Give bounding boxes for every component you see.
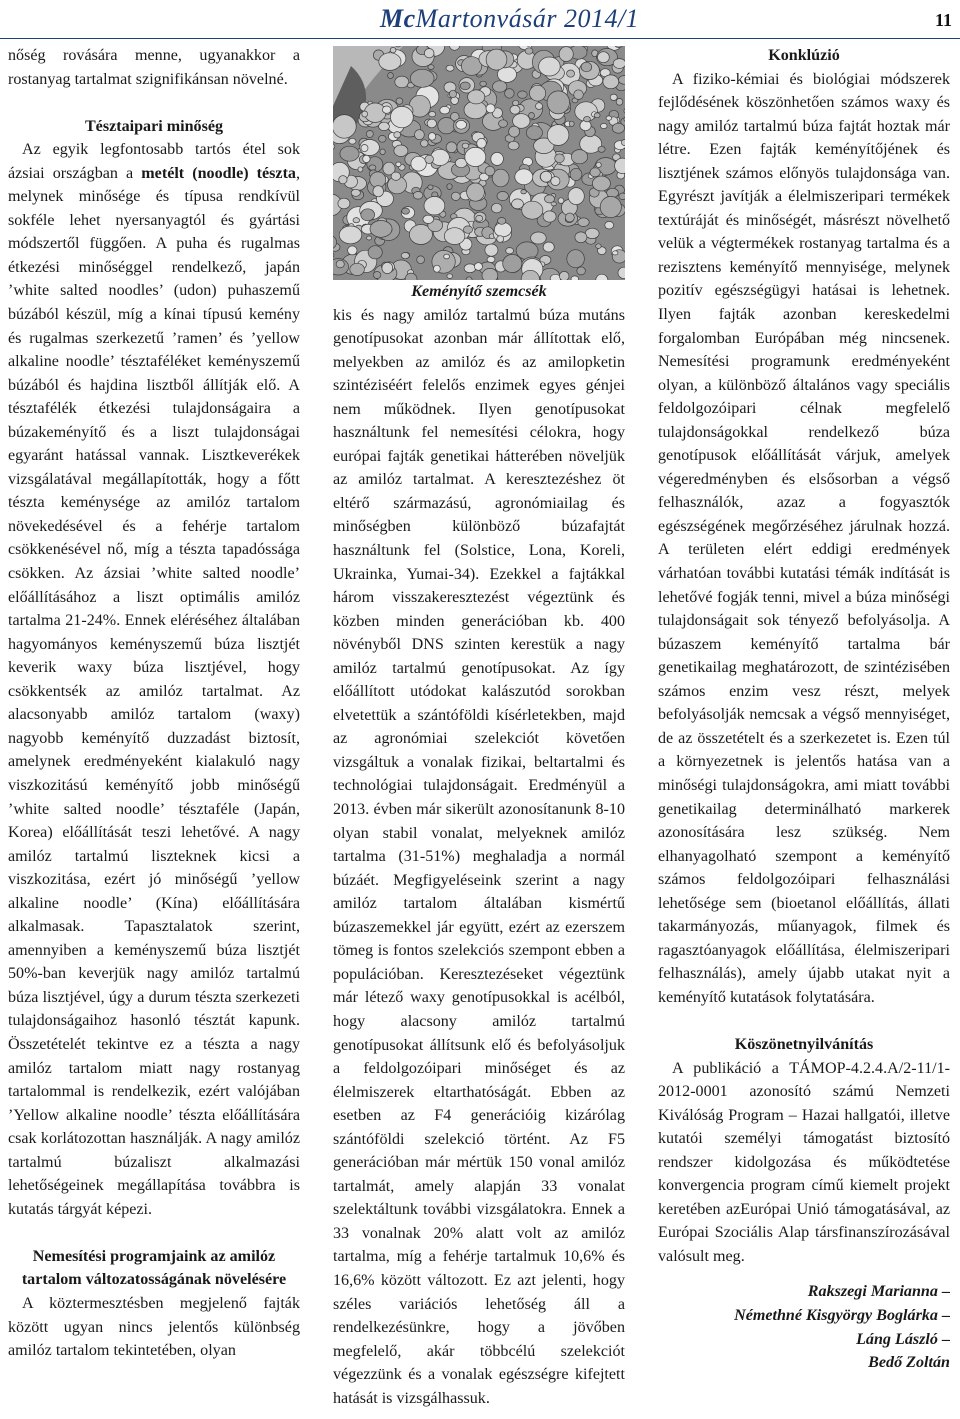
starch-granule [446,142,457,153]
left-column [8,44,300,1363]
starch-granule [494,222,511,236]
acknowledgements-paragraph: A publikáció a TÁMOP-4.2.4.A/2-11/1-2012-0001 azonosító számú Nemzeti Kiválóság Program – Hazai hallgatói, illetve kutatói személyi támogatást biztosító rendszer kidolgozása és működtetése konvergencia program című kiemelt projekt keretében azEurópai Unió támogatásával, az Európai Szociális Alap társfinanszírozásával valósult meg. [658,1059,950,1265]
starch-granule [444,254,450,259]
starch-granule [456,120,467,129]
right-column [658,44,950,1375]
starch-granule [465,147,486,166]
starch-granule [391,106,414,127]
pasta-quality-paragraph: Az egyik legfontosabb tartós étel sok ázsiai országban a metélt (noodle) tészta, melynek minősége és típusa rendkívül sokféle lehet nyersanyagtól és gyártási módszertől függően. A puha és rugalmas étkezési minőséggel rendelkező, japán ’white salted noodles’ (udon) puhaszemű búzából készül, míg a kínai típusú kemény és rugalmas szerkezetű ’ramen’ és ’yellow alkaline noodle’ tésztaféléket keményszemű búzából és hajdina lisztből állítják elő. A tésztafélék étkezési tulajdonságaira a búzakeményítő és a liszt tulajdonságai egyaránt hatással vannak. Lisztkeverékek vizsgálatával megállapították, hogy a főtt tészta keménysége az amilóz tartalom növekedésével és a fehérje tartalom csökkenésével nő, míg a tészta tapadóssága csökken. Az ázsiai ’white salted noodle’ előállításához a liszt optimális amilóz tartalma 21-24%. Ennek eléréséhez általában hagyományos keményszemű búza lisztjét keverik waxy búza lisztjével, hogy csökkentsék az amilóz tartalmat. Az alacsonyabb amilóz tartalom (waxy) nagyobb keményítő duzzadást biztosít, amelynek eredményeként kialakuló nagy viszkozitású keményítő jobb minőségű ’white salted noodle’ tésztaféle (Japán, Korea) előállítását teszi lehetővé. A nagy amilóz tartalmú liszteknek kicsi a viszkozitása, ezért jó minőségű ’yellow alkaline noodle’ (Kína) előállítására alkalmasak. Tapasztalatok szerint, amennyiben a keményszemű búza lisztjét 50%-ban keverjük nagy amilóz tartalmú búza lisztjével, úgy a durum tészta szerkezeti tulajdonságaihoz hasonló tésztát kapunk. Összetételét tekintve ez a tészta a nagy amilóz tartalom miatt nagy rostanyag tartalommal is rendelkezik, ezért valójában ’Yellow alkaline noodle’ tészta előállítására csak korlátozottan használják. A nagy amilóz tartalmú búzaliszt alkalmazási lehetőségeinek megállapítása továbbra is kutatás tárgyát képezi. [8,141,301,1218]
starch-granule [529,113,535,119]
starch-granule [350,263,365,275]
starch-granule [601,123,608,128]
starch-granule [578,218,589,227]
starch-granule [388,73,394,79]
section-heading-conclusion: Konklúzió [768,47,840,64]
page-header [0,0,960,40]
starch-granule [480,81,487,86]
starch-granule [505,89,515,99]
starch-granule [363,155,370,162]
starch-granule [508,141,519,150]
starch-granule [338,198,350,209]
starch-granule [486,104,495,113]
starch-granule [491,152,504,165]
starch-granule [440,106,450,114]
starch-granule [349,138,356,144]
starch-granule [333,252,334,258]
starch-granule [460,82,470,90]
starch-granule [424,49,434,58]
starch-granule [577,267,586,275]
starch-granule [515,169,533,185]
starch-granule [396,162,401,167]
starch-granule [585,228,599,238]
starch-granule [368,246,382,259]
starch-granule [487,256,495,262]
starch-granule [382,262,393,273]
starch-granule [428,133,435,141]
starch-granule [518,91,528,98]
starch-granule [423,215,434,223]
starch-granule [506,248,514,254]
starch-granule [547,91,569,114]
page-number: 11 [934,10,952,30]
starch-granule [497,191,508,200]
starch-granule [584,117,591,122]
starch-granule [427,119,436,128]
starch-granule [619,193,625,200]
author-3: Láng László – [856,1330,950,1348]
starch-granule [467,183,485,201]
breeding-programs-paragraph: A köztermesztésben megjelenő fajták között ugyan nincs jelentős különbség amilóz tartalom tekintetében, olyan [8,1294,300,1360]
starch-granule [424,197,445,215]
starch-granule [551,202,556,206]
starch-granule [575,232,587,243]
starch-granule [565,213,574,222]
starch-granule [613,251,618,255]
starch-granule [429,112,436,117]
starch-granule [361,145,368,152]
starch-granule [367,236,372,240]
starch-granule [567,70,575,77]
starch-granule [536,103,543,110]
starch-granule [570,168,582,180]
starch-granule [598,52,610,63]
starch-granule [551,177,560,186]
starch-granule [547,125,569,146]
starch-granule [447,274,453,279]
starch-granule [612,123,624,133]
starch-granule [474,263,482,271]
starch-granule [438,118,455,134]
starch-granule [434,265,441,272]
starch-granule [567,250,585,268]
starch-granule [581,62,592,72]
starch-granule [571,150,587,164]
starch-granule [379,122,390,130]
section-heading-pasta-quality: Tésztaipari minőség [84,117,224,135]
starch-granule [530,85,546,101]
starch-granule [339,176,347,184]
starch-granule [531,232,547,244]
starch-granule [539,57,561,76]
starch-granule [522,201,543,219]
starch-granule [394,132,401,138]
starch-granule [466,277,472,280]
starch-granule [401,253,409,259]
starch-granule [358,167,363,172]
starch-granule [491,203,502,213]
starch-granule [624,117,625,122]
starch-granule [596,244,602,249]
starch-granule [512,199,524,209]
starch-granule [569,121,574,126]
starch-granule [361,209,375,221]
starch-granule [590,168,600,177]
starch-granule [477,138,487,148]
starch-granule [510,105,520,114]
section-heading-breeding-programs: Nemesítési programjaink az amilóz tartalom változatosságának növelésére [21,1247,287,1289]
starch-granule [559,271,569,280]
starch-granule [464,264,476,273]
starch-granule [594,113,600,118]
starch-granule [603,75,619,89]
starch-granule [498,218,506,225]
starch-granule [351,189,360,196]
starch-granule [396,98,403,104]
starch-granule [613,59,625,69]
middle-column [333,44,625,1410]
starch-granule [574,90,584,100]
starch-granule [596,162,601,167]
micrograph-image [333,46,625,280]
starch-granule [339,226,362,244]
starch-granule [425,155,434,163]
starch-granule [369,165,376,170]
starch-granule [568,188,584,205]
starch-granule [340,146,359,161]
starch-granule [493,81,507,92]
starch-granule [592,176,610,191]
starch-granule [446,65,454,71]
starch-granule [543,242,554,252]
starch-granule [571,276,579,280]
starch-granule [411,156,426,171]
starch-granule [413,192,423,200]
author-4: Bedő Zoltán [868,1354,950,1372]
starch-granule [428,185,433,190]
starch-granule [610,94,617,100]
starch-granule [550,274,560,280]
conclusion-paragraph: A fiziko-kémiai és biológiai módszerek fejlődésének köszönhetően számos waxy és nagy amilóz tartalmú búza fajtát hoztak már létre. Ezen fajták keményítőjének és lisztjének számos előnyös tulajdonsága van. Egyrészt javítják a élelmiszeripari termékek textúráját és minőségét, másrészt növelhető velük a végtermékek rostanyag tartalma és a rezisztens keményítő mennyisége, melynek pozitív egészségügyi hatásai is lehetnek. Ilyen fajták azonban kereskedelmi forgalomban Európában még nincsenek. Nemesítési programunk eredményeként olyan, a különböző általános vagy speciális feldolgozóipari célnak megfelelő tulajdonságokkal rendelkező búza genotípusok előállítását várjuk, amelyek végeredményben és elsősorban a végső felhasználók, azaz a fogyasztók egészségének megőrzéséhez járulnak hozzá. A területen elért eddigi eredmények várhatóan további kutatási témák indítását is lehetővé fogják tenni, mivel a búza minőségi tulajdonságait sok tényező befolyásolja. A búzaszem keményítő tartalma bár genetikailag meghatározott, de szintézisében számos enzim vesz részt, melyek befolyásolják nemcsak a végső mennyiséget, de az összetételt és a szerkezetet is. Ezen túl a környezetnek is jelentős hatása van a minőségi tulajdonságokra, ami miatt további genetikailag determinálható markerek azonosítására lesz szükség. Nem elhanyagolható szempont a keményítő számos feldolgozóipari felhasználási lehetősége sem (bioetanol előállítás, állati takarmányozás, műanyagok, filmek és ragasztóanyagok előállítása, élelmiszeripari felhasználás), amely újabb utakat nyit a keményítő kutatások folytatására. [658,70,950,1006]
starch-granule [395,76,409,88]
starch-granule [468,90,485,104]
starch-granule [353,218,360,223]
starch-granule [521,190,527,194]
starch-granule [402,208,410,214]
starch-granule [525,48,533,54]
starch-granule [451,192,460,200]
starch-granule [348,246,357,255]
starch-granule [526,126,542,140]
starch-granule [616,98,623,105]
figure-caption: Keményítő szemcsék [411,283,547,300]
starch-granule [605,221,614,229]
author-2: Némethné Kisgyörgy Boglárka – [734,1306,950,1324]
starch-granule [370,221,392,238]
starch-granule [417,256,425,264]
starch-granules-micrograph-icon [333,46,625,280]
starch-granule [606,116,612,120]
starch-granule [476,215,483,221]
starch-granule [486,49,507,70]
starch-granule [336,260,344,268]
middle-paragraph: kis és nagy amilóz tartalmú búza mutáns genotípusokat azonban már állítottak elő, melyekben az amilóz és az amilopketin szintéziséért felelős enzimek egyes génjei nem működnek. Ilyen genotípusokat használtunk fel nemesítési célokra, hogy európai fajták genetikai hátterében növeljük az amilóz tartalmat. A keresztezéshez öt eltérő származású, agronómiailag és minőségben különböző búzafajtát használtunk fel (Solstice, Lona, Koreli, Ukrainka, Yumai-34). Ezekkel a fajtákkal három visszakeresztezést végeztünk és közben minden generációban kb. 400 növényből DNS szinten kerestük a nagy amilóz tartalmú genotípusokat. Az így előállított utódokat kalászutód sorokban elvetettük a szántóföldi kísérletekben, majd az agronómiai szelekciót követően vizsgáltuk a vonalak fizikai, beltartalmi és technológiai tulajdonságait. Eredményül a 2013. évben már sikerült azonosítanunk 8-10 olyan stabil vonalat, melyeknek amilóz tartalma (31-51%) meghaladja a normál búzáét. Megfigyeléseink szerint a nagy amilóz tartalom általában kismértű búzaszemekkel jár együtt, ezért az ezerszem tömeg is fontos szelekciós szempont ebben a populációban. Keresztezéseket végeztünk már létező waxy genotípusokkal is acélból, hogy alacsony amilóz tartalmú genotípusokat állítsunk elő és befolyásoljuk a feldolgozóipari minőséget és az élelmiszerek eltarthatóságát. Ebben az esetben az F4 generációig kizárólag szántóföldi szelekció történt. Az F5 generációban már mértük 150 vonal amilóz tartalmát, amely alapján 33 vonalat szelektáltunk további vizsgálatokra. Ennek a 33 vonalnak 20% alatt volt az amilóz tartalma, míg a fehérje tartalmuk 10,6% és 16,6% között változott. Ez azt jelenti, hogy széles variációs lehetőség áll a rendelkezésünkre, hogy a jövőben megfelelő, akár többcélú szelekciót végezzünk és a vonalak egészségre kifejtett hatását is vizsgálhassuk. [333,306,625,1407]
starch-granule [373,186,384,197]
starch-granule [555,154,565,163]
starch-granule [391,172,401,180]
starch-granule [482,268,498,280]
starch-granule [366,131,373,138]
starch-granule [449,90,456,97]
starch-granule [543,211,556,222]
starch-granule [379,135,387,142]
starch-granule [485,244,498,256]
starch-granule [559,47,573,62]
starch-granule [394,145,408,156]
starch-granule [410,69,434,87]
starch-granule [382,106,391,113]
starch-granule [380,149,385,155]
section-heading-acknowledgements: Köszönetnyilvánítás [734,1035,874,1053]
starch-granule [444,228,465,245]
starch-granule [516,242,538,260]
starch-granule [447,184,452,190]
starch-granule [390,47,396,52]
starch-granule [333,115,356,139]
starch-granule [509,126,520,137]
header-rule [0,38,960,39]
starch-granule [598,146,605,152]
starch-granule [600,196,621,217]
starch-granule [362,111,368,117]
starch-granule [463,226,472,233]
starch-granule [373,272,381,279]
starch-granule [497,236,504,243]
journal-title: McMartonvásár 2014/1 [380,4,640,33]
starch-granule [421,140,429,147]
starch-granule [503,254,522,272]
starch-granule [462,143,469,148]
starch-granule [499,120,508,128]
starch-granule [540,171,551,182]
left-paragraph-continued: nőség rovására menne, ugyanakkor a rostanyag tartalmat szignifikánsan növelné. [8,47,300,88]
starch-granule [379,53,401,71]
starch-granule [621,140,625,146]
starch-granule [485,166,495,176]
starch-granule [415,130,425,140]
author-1: Rakszegi Marianna – [807,1283,950,1301]
